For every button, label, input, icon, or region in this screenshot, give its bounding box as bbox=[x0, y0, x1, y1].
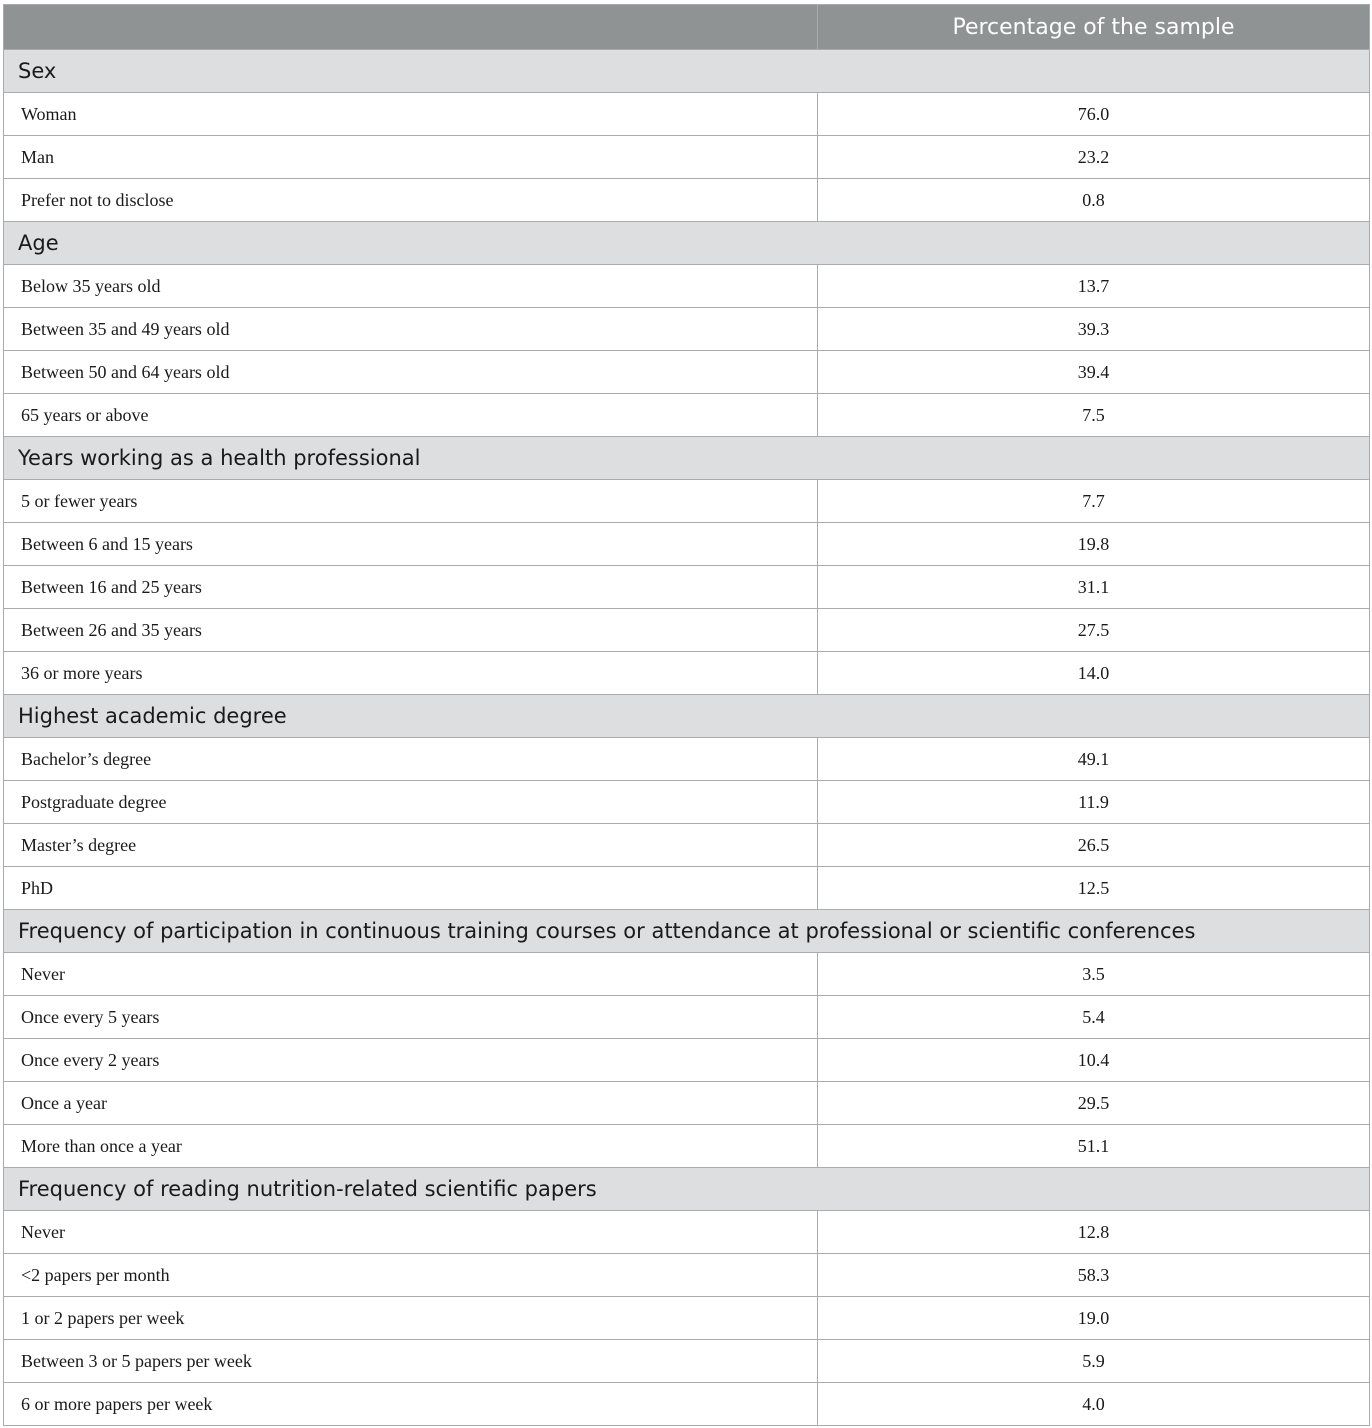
row-percentage: 31.1 bbox=[818, 566, 1370, 609]
row-label: Between 26 and 35 years bbox=[4, 609, 818, 652]
row-label: Between 6 and 15 years bbox=[4, 523, 818, 566]
row-percentage: 12.8 bbox=[818, 1211, 1370, 1254]
row-percentage: 39.4 bbox=[818, 351, 1370, 394]
row-percentage: 0.8 bbox=[818, 179, 1370, 222]
header-percentage: Percentage of the sample bbox=[818, 5, 1370, 50]
group-title: Frequency of reading nutrition-related scientific papers bbox=[4, 1168, 1370, 1211]
table-row bbox=[4, 1125, 1370, 1168]
table-row bbox=[4, 1211, 1370, 1254]
row-percentage: 19.8 bbox=[818, 523, 1370, 566]
table-header-row bbox=[4, 5, 1370, 50]
row-percentage: 5.9 bbox=[818, 1340, 1370, 1383]
row-label: 65 years or above bbox=[4, 394, 818, 437]
row-percentage: 7.7 bbox=[818, 480, 1370, 523]
table-row bbox=[4, 566, 1370, 609]
table-row bbox=[4, 480, 1370, 523]
row-label: PhD bbox=[4, 867, 818, 910]
table-row bbox=[4, 523, 1370, 566]
group-header-row bbox=[4, 50, 1370, 93]
row-label: Between 50 and 64 years old bbox=[4, 351, 818, 394]
row-percentage: 4.0 bbox=[818, 1383, 1370, 1426]
row-label: Man bbox=[4, 136, 818, 179]
row-label: Woman bbox=[4, 93, 818, 136]
table-row bbox=[4, 351, 1370, 394]
row-label: 1 or 2 papers per week bbox=[4, 1297, 818, 1340]
row-percentage: 76.0 bbox=[818, 93, 1370, 136]
group-title: Frequency of participation in continuous training courses or attendance at professional or scientific conferences bbox=[4, 910, 1370, 953]
row-label: <2 papers per month bbox=[4, 1254, 818, 1297]
group-header-row bbox=[4, 910, 1370, 953]
table-body bbox=[4, 50, 1370, 1426]
table-row bbox=[4, 1039, 1370, 1082]
group-title: Years working as a health professional bbox=[4, 437, 1370, 480]
table-row bbox=[4, 1297, 1370, 1340]
table-row bbox=[4, 1254, 1370, 1297]
row-percentage: 14.0 bbox=[818, 652, 1370, 695]
table-row bbox=[4, 1383, 1370, 1426]
row-label: More than once a year bbox=[4, 1125, 818, 1168]
table-row bbox=[4, 996, 1370, 1039]
table-row bbox=[4, 136, 1370, 179]
table-row bbox=[4, 781, 1370, 824]
row-label: Once a year bbox=[4, 1082, 818, 1125]
header-blank-cell bbox=[4, 5, 818, 50]
row-percentage: 3.5 bbox=[818, 953, 1370, 996]
group-header-row bbox=[4, 437, 1370, 480]
group-title: Highest academic degree bbox=[4, 695, 1370, 738]
row-percentage: 12.5 bbox=[818, 867, 1370, 910]
row-percentage: 11.9 bbox=[818, 781, 1370, 824]
demographics-table bbox=[3, 4, 1370, 1426]
group-title: Age bbox=[4, 222, 1370, 265]
row-label: Once every 2 years bbox=[4, 1039, 818, 1082]
row-percentage: 49.1 bbox=[818, 738, 1370, 781]
row-label: Between 3 or 5 papers per week bbox=[4, 1340, 818, 1383]
row-percentage: 58.3 bbox=[818, 1254, 1370, 1297]
table-row bbox=[4, 394, 1370, 437]
row-percentage: 10.4 bbox=[818, 1039, 1370, 1082]
row-label: Master’s degree bbox=[4, 824, 818, 867]
row-label: Prefer not to disclose bbox=[4, 179, 818, 222]
group-header-row bbox=[4, 1168, 1370, 1211]
row-label: Between 16 and 25 years bbox=[4, 566, 818, 609]
row-percentage: 7.5 bbox=[818, 394, 1370, 437]
group-header-row bbox=[4, 695, 1370, 738]
group-title: Sex bbox=[4, 50, 1370, 93]
row-percentage: 26.5 bbox=[818, 824, 1370, 867]
row-percentage: 51.1 bbox=[818, 1125, 1370, 1168]
row-percentage: 13.7 bbox=[818, 265, 1370, 308]
row-label: Below 35 years old bbox=[4, 265, 818, 308]
table-row bbox=[4, 265, 1370, 308]
table-row bbox=[4, 738, 1370, 781]
row-percentage: 23.2 bbox=[818, 136, 1370, 179]
row-label: Once every 5 years bbox=[4, 996, 818, 1039]
row-label: 36 or more years bbox=[4, 652, 818, 695]
row-label: Between 35 and 49 years old bbox=[4, 308, 818, 351]
table-row bbox=[4, 824, 1370, 867]
row-label: 5 or fewer years bbox=[4, 480, 818, 523]
table-row bbox=[4, 308, 1370, 351]
row-label: 6 or more papers per week bbox=[4, 1383, 818, 1426]
table-row bbox=[4, 652, 1370, 695]
row-percentage: 29.5 bbox=[818, 1082, 1370, 1125]
row-percentage: 39.3 bbox=[818, 308, 1370, 351]
table-row bbox=[4, 1340, 1370, 1383]
table-row bbox=[4, 93, 1370, 136]
row-label: Bachelor’s degree bbox=[4, 738, 818, 781]
table-row bbox=[4, 953, 1370, 996]
table-row bbox=[4, 179, 1370, 222]
table-row bbox=[4, 1082, 1370, 1125]
row-label: Never bbox=[4, 1211, 818, 1254]
table-row bbox=[4, 609, 1370, 652]
group-header-row bbox=[4, 222, 1370, 265]
table-row bbox=[4, 867, 1370, 910]
row-label: Postgraduate degree bbox=[4, 781, 818, 824]
row-label: Never bbox=[4, 953, 818, 996]
row-percentage: 27.5 bbox=[818, 609, 1370, 652]
row-percentage: 19.0 bbox=[818, 1297, 1370, 1340]
row-percentage: 5.4 bbox=[818, 996, 1370, 1039]
